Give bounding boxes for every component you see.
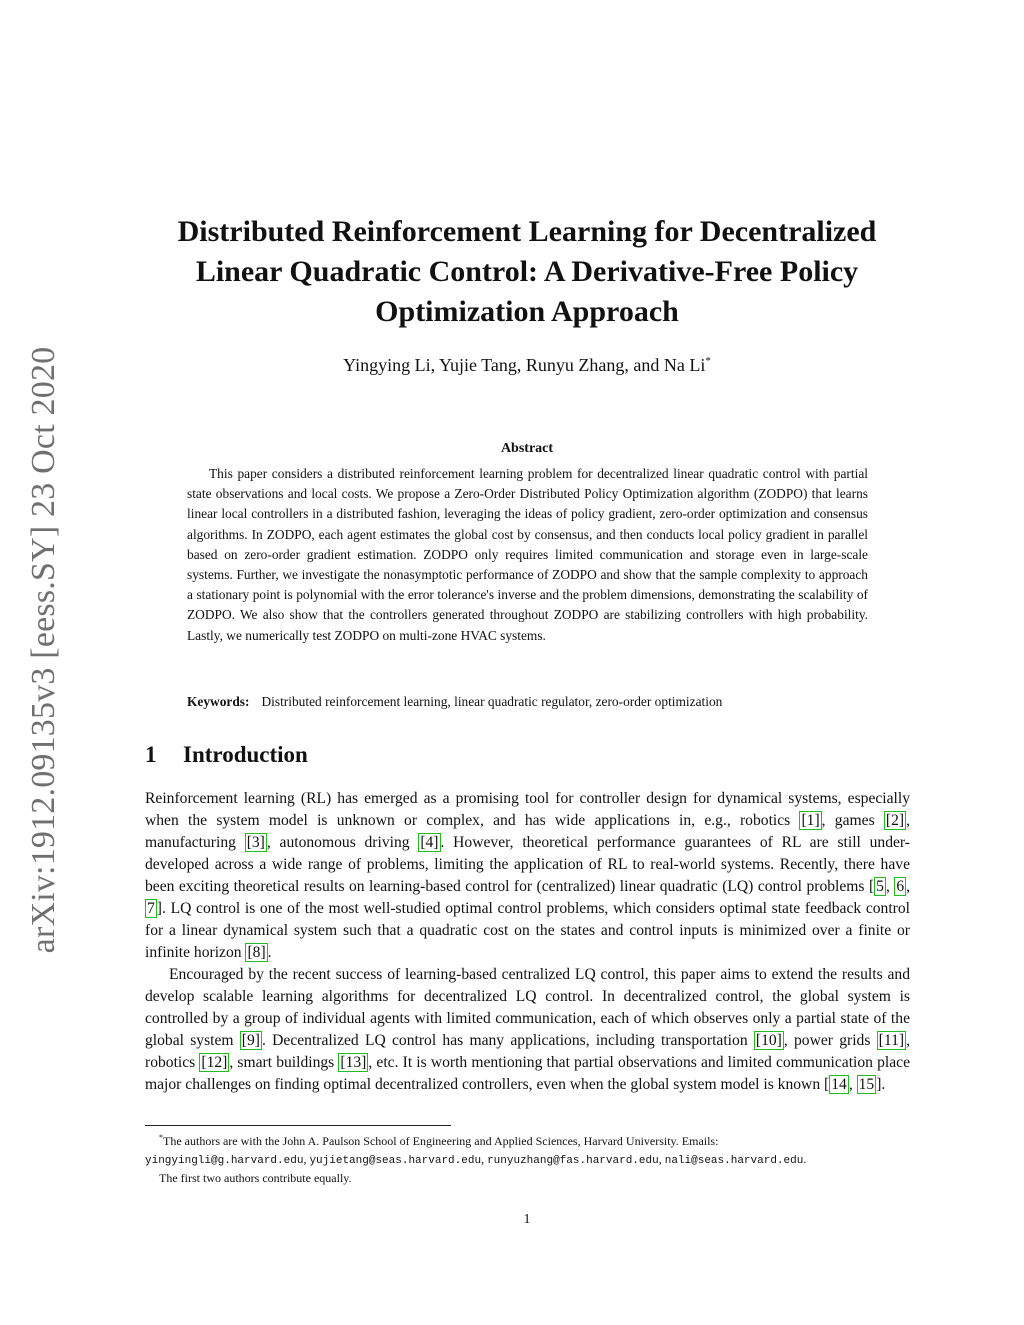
citation-link[interactable]: [11] <box>878 1032 905 1049</box>
keywords-label: Keywords: <box>187 694 250 709</box>
footnote <box>145 1129 910 1188</box>
abstract-heading: Abstract <box>500 441 554 456</box>
footnote-equal-contribution: The first two authors contribute equally. <box>159 1171 352 1185</box>
author-names: Yingying Li, Yujie Tang, Runyu Zhang, and Na Li <box>343 355 706 375</box>
citation-link[interactable]: [4] <box>420 834 439 851</box>
footnote-affiliation: *The authors are with the John A. Paulson School of Engineering and Applied Sciences, Harvard University. Emails: <box>159 1133 719 1148</box>
citation-link[interactable]: 7 <box>147 900 155 917</box>
introduction-body <box>145 788 910 1096</box>
email-link[interactable]: yujietang@seas.harvard.edu <box>309 1154 482 1167</box>
email-link[interactable]: yingyingli@g.harvard.edu <box>145 1154 304 1167</box>
citation-link[interactable]: [1] <box>801 812 820 829</box>
page-number: 1 <box>523 1212 531 1227</box>
citation-link[interactable]: 14 <box>831 1076 847 1093</box>
abstract-text: This paper considers a distributed reinforcement learning problem for decentralized linear quadratic control with partial state observations and local costs. We propose a Zero-Order Distributed Policy Optimization algorithm (ZODPO) that learns linear local controllers in a distributed fashion, leveraging the ideas of policy gradient, zero-order optimization and consensus algorithms. In ZODPO, each agent estimates the global cost by consensus, and then conducts local policy gradient in parallel based on zero-order gradient estimation. ZODPO only requires limited communication and storage even in large-scale systems. Further, we investigate the nonasymptotic performance of ZODPO and show that the sample complexity to approach a stationary point is polynomial with the error tolerance's inverse and the problem dimensions, demonstrating the scalability of ZODPO. We also show that the controllers generated throughout ZODPO are stabilizing controllers with high probability. Lastly, we numerically test ZODPO on multi-zone HVAC systems. <box>187 466 868 643</box>
citation-link[interactable]: 15 <box>858 1076 875 1093</box>
footnote-emails: yingyingli@g.harvard.edu, yujietang@seas.harvard.edu, runyuzhang@fas.harvard.edu, nali@seas.harvard.edu. <box>145 1151 807 1167</box>
section-number: 1 <box>145 742 157 767</box>
paper-title: Distributed Reinforcement Learning for Decentralized Linear Quadratic Control: A Derivative-Free Policy Optimization Approach <box>177 215 877 328</box>
citation-link[interactable]: [3] <box>246 834 265 851</box>
citation-link[interactable]: [8] <box>247 944 266 961</box>
citation-link[interactable]: [10] <box>755 1032 782 1049</box>
citation-link[interactable]: [9] <box>241 1032 260 1049</box>
section-title: Introduction <box>183 742 308 767</box>
keywords-text: Distributed reinforcement learning, linear quadratic regulator, zero-order optimization <box>261 694 723 709</box>
email-link[interactable]: nali@seas.harvard.edu <box>664 1154 804 1167</box>
citation-link[interactable]: [2] <box>885 812 905 829</box>
citation-link[interactable]: [12] <box>201 1054 228 1071</box>
arxiv-sidebar-stamp <box>0 0 90 1325</box>
intro-paragraph-2: Encouraged by the recent success of learning-based centralized LQ control, this paper aims to extend the results and develop scalable learning algorithms for decentralized LQ control. In decentralized control, the global system is controlled by a group of individual agents with limited communication, each of which observes only a partial state of the global system [9] . Decentralized LQ control has many applications, including transportation [10] , power grids [11] , robotics [12] , smart buildings [13] , etc. It is worth mentioning that partial observations and limited communication place major challenges on finding optimal decentralized controllers, even when the global system model is known [ 14 , 15 ]. <box>145 966 910 1093</box>
author-list <box>150 355 904 376</box>
email-link[interactable]: runyuzhang@fas.harvard.edu <box>487 1154 659 1167</box>
keywords-line <box>187 694 877 710</box>
intro-paragraph-1: Reinforcement learning (RL) has emerged as a promising tool for controller design for dynamical systems, especially when the system model is unknown or complex, and has wide applications in, e.g., robotics [1] , games [2] , manufacturing [3] , autonomous driving [4] . However, theoretical performance guarantees of RL are still under-developed across a wide range of problems, limiting the application of RL to real-world systems. Recently, there have been exciting theoretical results on learning-based control for (centralized) linear quadratic (LQ) control problems [ 5 , 6 , 7 ]. LQ control is one of the most well-studied optimal control problems, which considers optimal state feedback control for a linear dynamical system such that a quadratic cost on the states and control inputs is minimized over a finite or infinite horizon [8] . <box>145 790 911 961</box>
citation-link[interactable]: 5 <box>876 878 884 895</box>
section-heading-introduction <box>145 742 308 768</box>
author-footnote-mark: * <box>705 355 711 367</box>
arxiv-identifier: arXiv:1912.09135v3 [eess.SY] 23 Oct 2020 <box>25 346 62 954</box>
citation-link[interactable]: 6 <box>896 878 905 895</box>
footnote-divider <box>145 1125 451 1126</box>
citation-link[interactable]: [13] <box>340 1054 367 1071</box>
